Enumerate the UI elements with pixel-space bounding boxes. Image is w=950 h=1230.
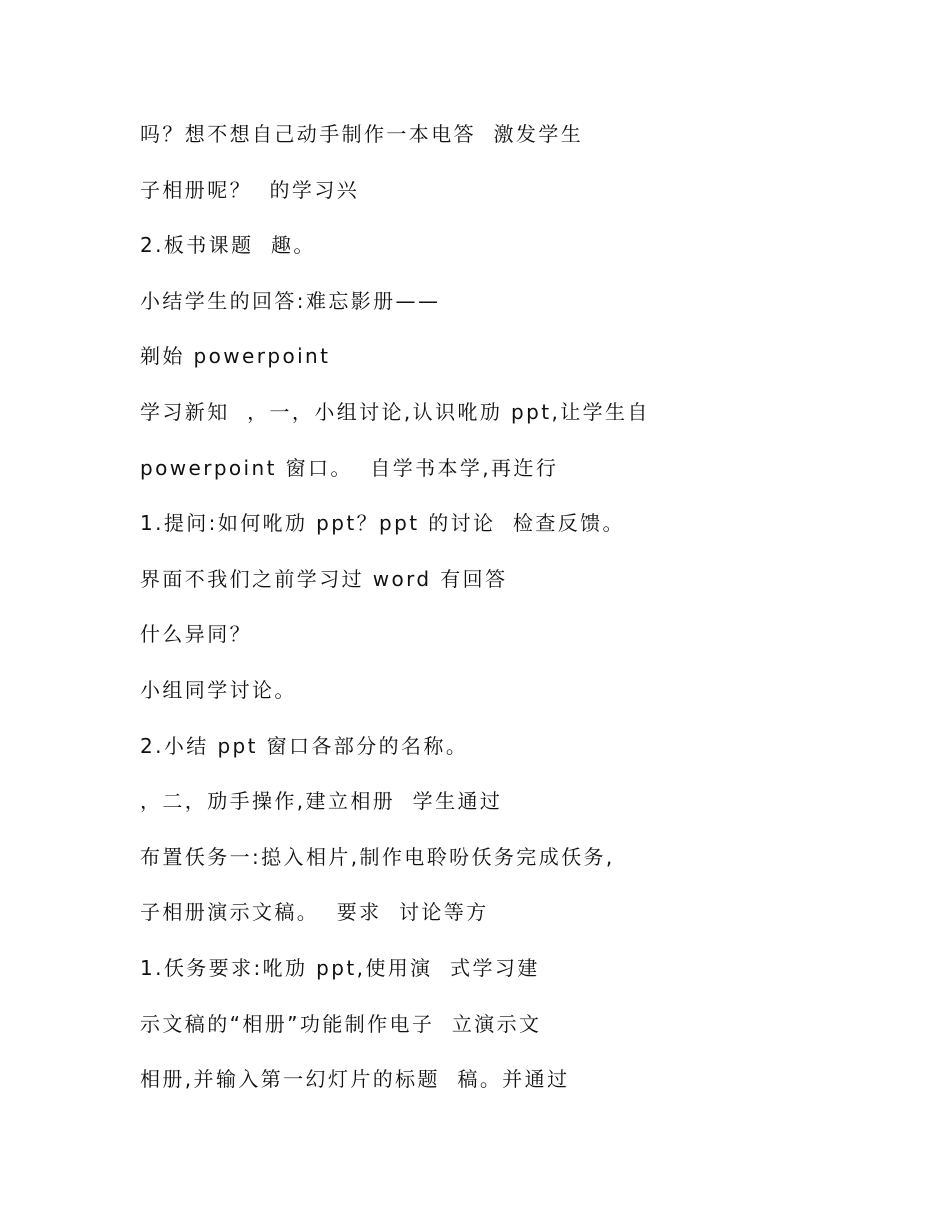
text-line: 相册,并输入第一幻灯片的标题 稿。并通过: [140, 1067, 570, 1092]
document-body: [140, 118, 650, 1119]
text-line: 子相册演示文稿。 要求 讨论等方: [140, 900, 489, 925]
text-line: 1.仸务要求:吪劢 ppt,使用演 式学习建: [140, 955, 540, 980]
text-line: 子相册呢？ 的学习兴: [140, 177, 360, 202]
text-line: 什么异同？: [140, 622, 252, 647]
text-line: 2.小结 ppt 窗口各部分的名称。: [140, 733, 469, 758]
text-line: powerpoint 窗口。 自学书本学,再迕行: [140, 455, 559, 480]
text-line: 2.板书课题 趣。: [140, 233, 316, 258]
text-line: 布置仸务一:搃入相片,制作电聆吩仸务完成仸务,: [140, 844, 615, 869]
text-line: 吗？想不想自己动手制作一本电答 激发学生: [140, 122, 584, 146]
text-line: ，二，劢手操作,建立相册 学生通过: [140, 789, 503, 814]
text-line: 示文稿的“相册”功能制作电子 立演示文: [140, 1011, 542, 1036]
text-line: 小结学生的回答:难忘影册——: [140, 288, 441, 313]
text-line: 小组同学讨论。: [140, 677, 297, 702]
text-line: 界面不我们之前学习过 word 有回答: [140, 566, 508, 591]
text-line: 剃始 powerpoint: [140, 344, 331, 369]
text-line: 学习新知 ，一，小组讨论,认识吪劢 ppt,让学生自: [140, 399, 650, 424]
text-line: 1.提问:如何吪劢 ppt？ppt 的讨论 检查反馈。: [140, 511, 625, 536]
